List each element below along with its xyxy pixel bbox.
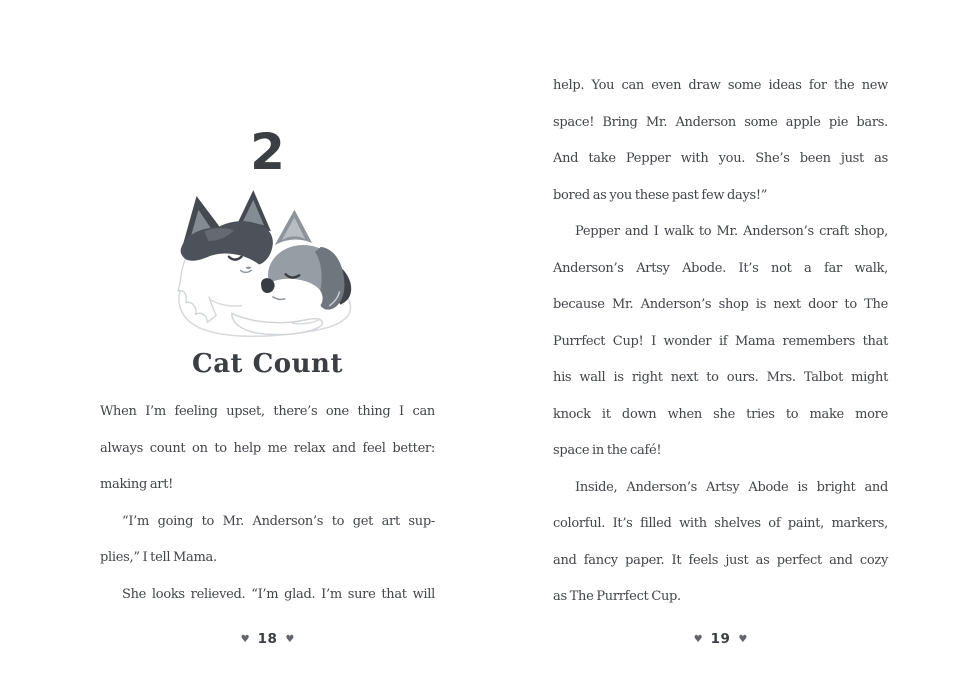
body-text-line: She looks relieved. “I’m glad. I’m sure that will <box>122 586 435 602</box>
body-text-line: knock it down when she tries to make more <box>553 406 888 422</box>
body-text-line: When I’m feeling upset, there’s one thing I can <box>100 404 435 419</box>
body-text-line: space! Bring Mr. Anderson some apple pie bars. <box>553 114 888 130</box>
heart-ornament-icon: ♥ <box>693 633 703 645</box>
page-number: 19 <box>710 631 731 647</box>
body-text-line: making art! <box>100 477 174 492</box>
left-page-text <box>100 394 435 613</box>
body-text-line: Anderson’s Artsy Abode. It’s not a far walk, <box>553 260 888 276</box>
body-text-line: always count on to help me relax and feel better: <box>100 440 435 456</box>
heart-ornament-icon: ♥ <box>240 633 250 645</box>
chapter-illustration <box>175 190 361 342</box>
right-page-text <box>553 68 888 616</box>
body-text-line: because Mr. Anderson’s shop is next door to The <box>553 297 888 312</box>
body-text-line: his wall is right next to ours. Mrs. Talbot might <box>553 370 888 385</box>
body-text-line: as The Purrfect Cup. <box>553 589 681 604</box>
cat-and-puppy-illustration <box>175 190 361 342</box>
body-text-line: plies,” I tell Mama. <box>100 550 217 565</box>
body-text-line: bored as you these past few days!” <box>553 187 768 203</box>
body-text-line: help. You can even draw some ideas for the new <box>553 78 888 93</box>
heart-ornament-icon: ♥ <box>285 633 295 645</box>
heart-ornament-icon: ♥ <box>738 633 748 645</box>
left-page-folio <box>100 633 435 647</box>
body-text-line: “I’m going to Mr. Anderson’s to get art sup- <box>122 513 435 529</box>
right-page <box>553 0 888 698</box>
body-text-line: And take Pepper with you. She’s been just as <box>553 151 888 166</box>
page-number: 18 <box>257 631 278 647</box>
body-text-line: colorful. It’s filled with shelves of paint, markers, <box>553 516 888 531</box>
right-page-folio <box>553 633 888 647</box>
body-text-line: Inside, Anderson’s Artsy Abode is bright and <box>575 479 888 495</box>
body-text-line: Pepper and I walk to Mr. Anderson’s craft shop, <box>575 224 888 239</box>
body-text-line: Purrfect Cup! I wonder if Mama remembers that <box>553 333 888 349</box>
body-text-line: space in the café! <box>553 443 662 458</box>
body-text-line: and fancy paper. It feels just as perfect and cozy <box>553 552 888 568</box>
chapter-number: 2 <box>250 123 285 181</box>
left-page <box>100 0 435 698</box>
chapter-title: Cat Count <box>192 349 343 379</box>
